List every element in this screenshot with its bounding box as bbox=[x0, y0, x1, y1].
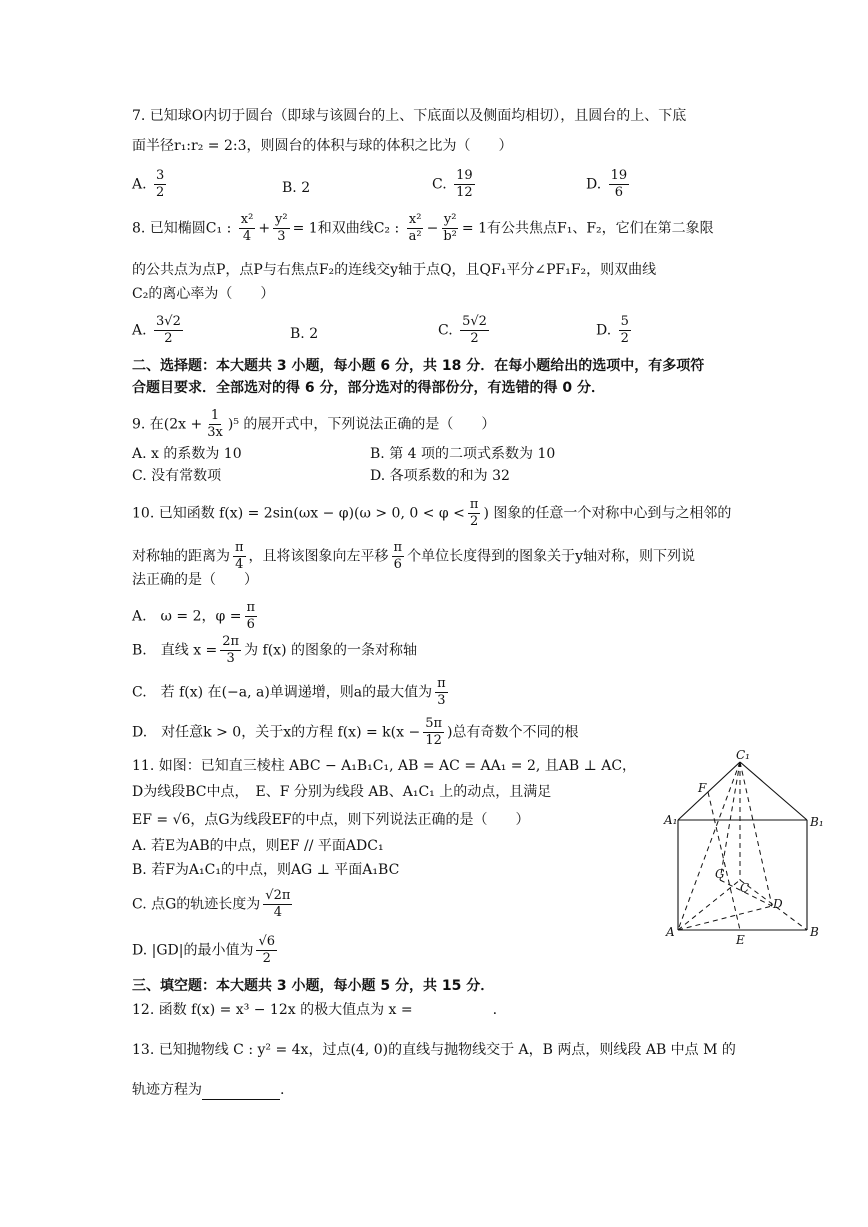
q9-stem: 9. 在(2x + $\frac{1}{3x}$ )⁵ 的展开式中，下列说法正确的是（ ） bbox=[132, 408, 496, 440]
q10-option-a[interactable]: A. ω = 2，φ = $\frac{\pi}{6}$ bbox=[132, 600, 256, 632]
q11-option-c[interactable]: C. 点G的轨迹长度为 $\frac{√2\pi}{4}$ bbox=[132, 888, 291, 920]
q8-stem-line2: 的公共点为点P，点P与右焦点F₂的连线交y轴于点Q，且QF₁平分∠PF₁F₂，则双曲线 bbox=[132, 262, 657, 278]
section2-heading-line1: 二、选择题：本大题共 3 小题，每小题 6 分，共 18 分．在每小题给出的选项中，有多项符 bbox=[132, 358, 705, 374]
q8-stem-line1: 8. 已知椭圆C₁ : $\frac{\text{x²}}{4}$ + $\frac{\text{y²}}{3}$ = 1和双曲线C₂ : $\frac{\text{x²}}{\text{a²}}$ − $\frac{\text{y²}}{\text{b²}}$ = 1有公共焦点F₁、F₂，它们在第二象限 bbox=[132, 212, 714, 244]
q9-fraction: $\frac{1}{3x}$ bbox=[207, 408, 223, 440]
q10-pi-over-4: $\frac{\pi}{4}$ bbox=[235, 540, 244, 572]
q11-stem-line2: D为线段BC中点， E、F 分别为线段 AB、A₁C₁ 上的动点，且满足 bbox=[132, 784, 552, 800]
q8-d-fraction: $\frac{5}{2}$ bbox=[620, 314, 629, 346]
q7-option-d[interactable]: D. $\frac{19}{6}$ bbox=[586, 168, 628, 200]
q10-pi-over-6: $\frac{\pi}{6}$ bbox=[393, 540, 403, 572]
q8-ellipse-y-term: $\frac{\text{y²}}{3}$ bbox=[275, 212, 288, 244]
q9-option-a[interactable]: A. x 的系数为 10 bbox=[132, 446, 242, 462]
label-G: G bbox=[715, 867, 725, 881]
q8-option-b[interactable]: B. 2 bbox=[290, 326, 319, 342]
q13-answer-blank[interactable] bbox=[202, 1085, 280, 1100]
section3-heading: 三、填空题：本大题共 3 小题，每小题 5 分，共 15 分． bbox=[132, 978, 495, 994]
label-B1: B₁ bbox=[810, 815, 824, 829]
section2-heading-line2: 合题目要求．全部选对的得 6 分，部分选对的得部份分，有选错的得 0 分． bbox=[132, 380, 605, 396]
q10-stem-line3: 法正确的是（ ） bbox=[132, 572, 258, 588]
q7-a-fraction: $\frac{3}{2}$ bbox=[156, 168, 165, 200]
q13-stem-line1: 13. 已知抛物线 C : y² = 4x，过点(4, 0)的直线与抛物线交于 A，B 两点，则线段 AB 中点 M 的 bbox=[132, 1042, 736, 1058]
q7-stem-line1: 7. 已知球O内切于圆台（即球与该圆台的上、下底面以及侧面均相切），且圆台的上、下底 bbox=[132, 108, 687, 124]
label-D: D bbox=[773, 897, 783, 911]
q10-option-c[interactable]: C. 若 f(x) 在(−a, a)单调递增，则a的最大值为 $\frac{\pi}{3}$ bbox=[132, 676, 446, 708]
label-B: B bbox=[810, 925, 819, 939]
q12-stem: 12. 函数 f(x) = x³ − 12x 的极大值点为 x = . bbox=[132, 1002, 498, 1018]
q11-stem-line1: 11. 如图：已知直三棱柱 ABC − A₁B₁C₁, AB = AC = AA₁ = 2, 且AB ⊥ AC， bbox=[132, 758, 637, 774]
q7-option-a[interactable]: A. $\frac{3}{2}$ bbox=[132, 168, 165, 200]
q11-option-a[interactable]: A. 若E为AB的中点，则EF // 平面ADC₁ bbox=[132, 838, 384, 854]
q8-option-c[interactable]: C. $\frac{5√2}{2}$ bbox=[438, 314, 487, 346]
label-A1: A₁ bbox=[664, 813, 678, 827]
q8-a-fraction: $\frac{3√2}{2}$ bbox=[156, 314, 181, 346]
q13-stem-line2: 轨迹方程为 . bbox=[132, 1082, 285, 1098]
q8-c-fraction: $\frac{5√2}{2}$ bbox=[462, 314, 487, 346]
q8-hyperbola-x-term: $\frac{\text{x²}}{\text{a²}}$ bbox=[408, 212, 422, 244]
q7-c-fraction: $\frac{19}{12}$ bbox=[456, 168, 473, 200]
q7-stem-line2: 面半径r₁:r₂ = 2:3，则圆台的体积与球的体积之比为（ ） bbox=[132, 138, 513, 154]
q10-stem-line2: 对称轴的距离为 $\frac{\pi}{4}$ ，且将该图象向左平移 $\frac{\pi}{6}$ 个单位长度得到的图象关于y轴对称，则下列说 bbox=[132, 540, 696, 572]
q11-stem-line3: EF = √6，点G为线段EF的中点，则下列说法正确的是（ ） bbox=[132, 812, 530, 828]
label-E: E bbox=[736, 933, 745, 947]
prism-figure bbox=[660, 748, 830, 948]
q7-d-fraction: $\frac{19}{6}$ bbox=[610, 168, 628, 200]
q10-stem-line1: 10. 已知函数 f(x) = 2sin(ωx − φ)(ω > 0, 0 < φ < $\frac{\pi}{2}$ ) 图象的任意一个对称中心到与之相邻的 bbox=[132, 497, 732, 529]
q9-option-d[interactable]: D. 各项系数的和为 32 bbox=[370, 468, 510, 484]
label-F: F bbox=[698, 781, 707, 795]
q9-option-c[interactable]: C. 没有常数项 bbox=[132, 468, 222, 484]
label-C1: C₁ bbox=[736, 748, 750, 762]
label-A: A bbox=[666, 925, 675, 939]
q11-option-d[interactable]: D. |GD|的最小值为 $\frac{√6}{2}$ bbox=[132, 934, 276, 966]
q8-stem-line3: C₂的离心率为（ ） bbox=[132, 286, 275, 302]
q7-option-b[interactable]: B. 2 bbox=[282, 180, 311, 196]
label-C: C bbox=[740, 881, 750, 895]
q10-option-b[interactable]: B. 直线 x = $\frac{2\pi}{3}$ 为 f(x) 的图象的一条对称轴 bbox=[132, 634, 417, 666]
q9-option-b[interactable]: B. 第 4 项的二项式系数为 10 bbox=[370, 446, 556, 462]
q10-option-d[interactable]: D. 对任意k > 0，关于x的方程 f(x) = k(x − $\frac{5\pi}{12}$ )总有奇数个不同的根 bbox=[132, 716, 579, 748]
q8-option-a[interactable]: A. $\frac{3√2}{2}$ bbox=[132, 314, 181, 346]
q8-option-d[interactable]: D. $\frac{5}{2}$ bbox=[596, 314, 629, 346]
q7-option-c[interactable]: C. $\frac{19}{12}$ bbox=[432, 168, 473, 200]
q10-pi-over-2: $\frac{\pi}{2}$ bbox=[469, 497, 479, 529]
q8-ellipse-x-term: $\frac{\text{x²}}{4}$ bbox=[240, 212, 254, 244]
q8-hyperbola-y-term: $\frac{\text{y²}}{\text{b²}}$ bbox=[443, 212, 457, 244]
q11-option-b[interactable]: B. 若F为A₁C₁的中点，则AG ⊥ 平面A₁BC bbox=[132, 862, 400, 878]
